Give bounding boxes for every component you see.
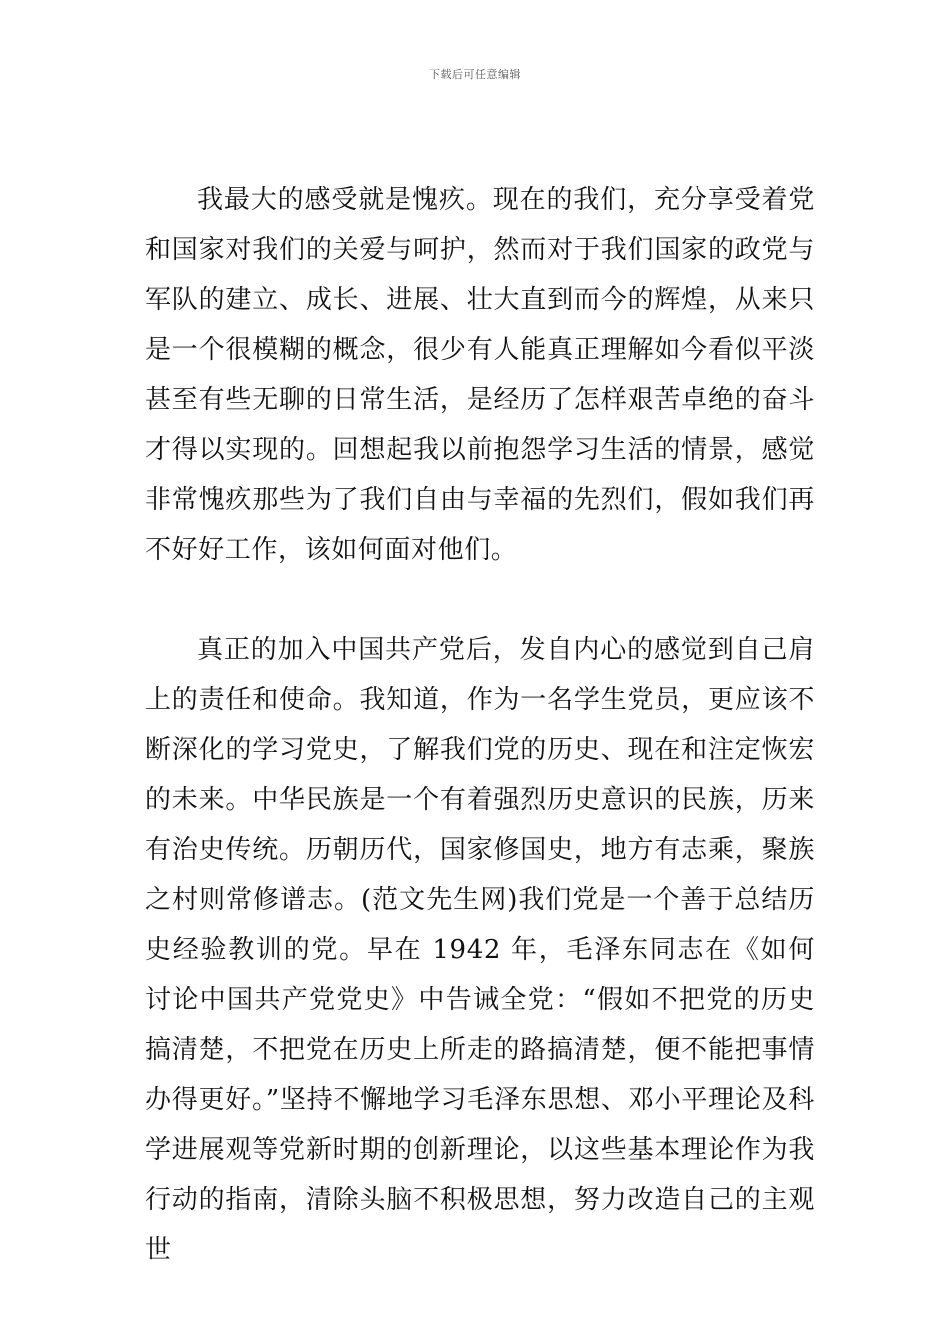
paragraph-1: 我最大的感受就是愧疚。现在的我们，充分享受着党和国家对我们的关爱与呵护，然而对于我们国家的政党与军队的建立、成长、进展、壮大直到而今的辉煌，从来只是一个很模糊的概念，很少有人能真正理解如今看似平淡甚至有些无聊的日常生活，是经历了怎样艰苦卓绝的奋斗才得以实现的。回想起我以前抱怨学习生活的情景，感觉非常愧疚那些为了我们自由与幸福的先烈们，假如我们再不好好工作，该如何面对他们。 [145, 185, 815, 565]
body-section-1 [145, 175, 815, 575]
paragraph-2: 真正的加入中国共产党后，发自内心的感觉到自己肩上的责任和使命。我知道，作为一名学生党员，更应该不断深化的学习党史，了解我们党的历史、现在和注定恢宏的未来。中华民族是一个有着强烈历史意识的民族，历来有治史传统。历朝历代，国家修国史，地方有志乘，聚族之村则常修谱志。(范文先生网)我们党是一个善于总结历史经验教训的党。早在 1942 年，毛泽东同志在《如何讨论中国共产党党史》中告诫全党：“假如不把党的历史搞清楚，不把党在历史上所走的路搞清楚，便不能把事情办得更好。”坚持不懈地学习毛泽东思想、邓小平理论及科学进展观等党新时期的创新理论，以这些基本理论作为我行动的指南，清除头脑不积极思想，努力改造自己的主观世 [145, 635, 815, 1265]
body-section-2 [145, 625, 815, 1275]
page-header-note: 下载后可任意编辑 [429, 68, 521, 81]
